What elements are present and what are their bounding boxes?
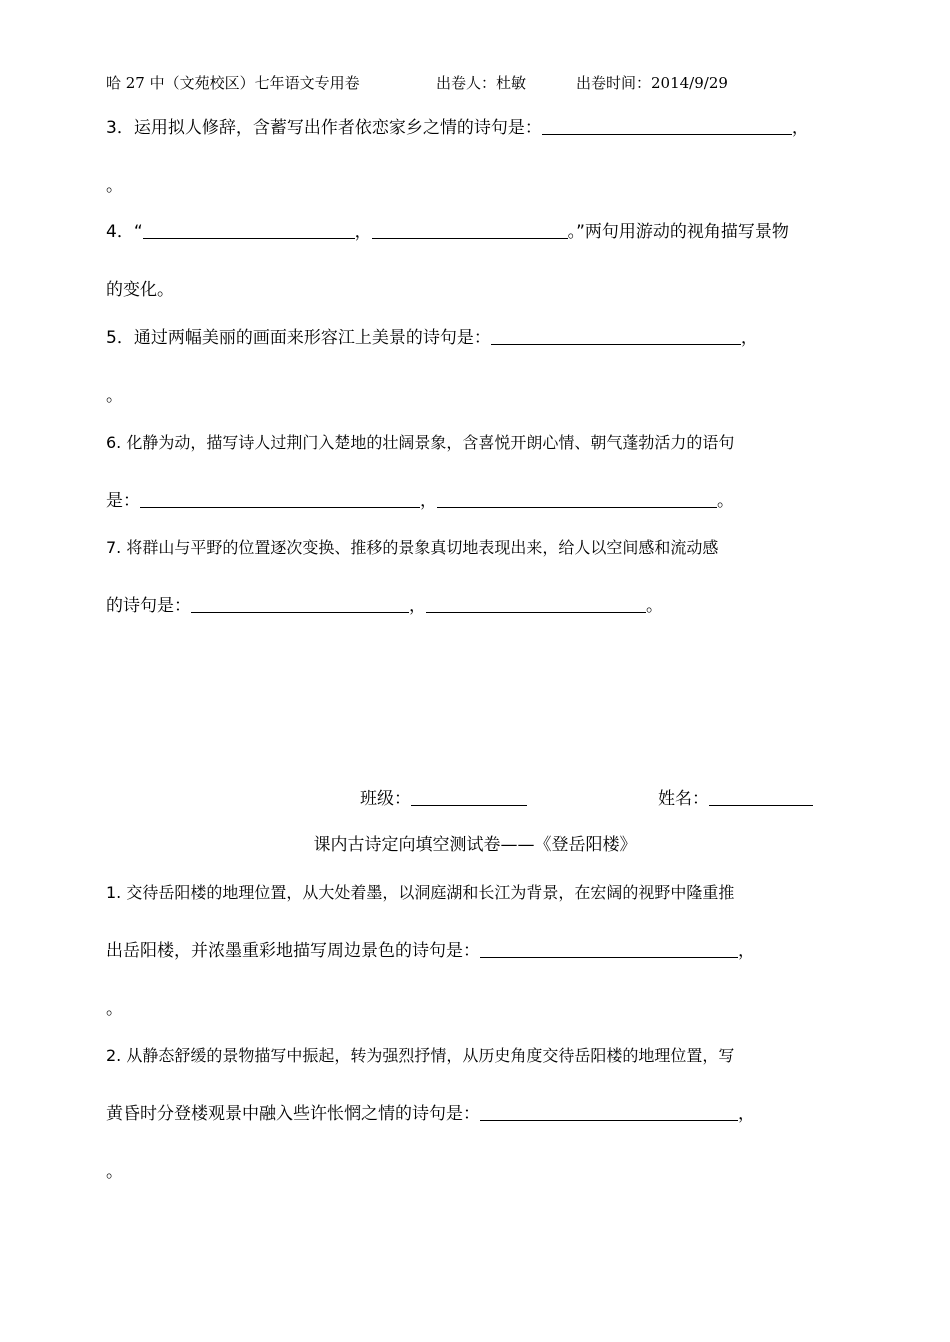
class-blank[interactable] <box>411 787 527 806</box>
question-7-continuation <box>106 592 846 620</box>
answer-blank[interactable] <box>372 220 568 239</box>
question-4-prefix: 4．“ <box>106 222 143 242</box>
section-title: 课内古诗定向填空测试卷——《登岳阳楼》 <box>313 835 637 855</box>
comma-mark: ， <box>354 222 372 242</box>
question-7 <box>106 534 846 562</box>
question-4-line2: 的变化。 <box>106 280 174 300</box>
question-6 <box>106 429 846 457</box>
period-mark: 。 <box>106 999 123 1019</box>
answer-blank[interactable] <box>491 326 741 345</box>
period-mark: 。 <box>717 491 734 511</box>
question-4 <box>106 218 846 246</box>
comma-mark: ， <box>420 491 437 511</box>
yueyang-question-1-end <box>106 995 846 1023</box>
answer-blank[interactable] <box>437 489 717 508</box>
period-mark: 。 <box>106 176 123 196</box>
answer-blank[interactable] <box>140 489 420 508</box>
comma-mark: ， <box>791 118 809 138</box>
yueyang-question-2-line2: 黄昏时分登楼观景中融入些许怅惘之情的诗句是： <box>106 1104 480 1124</box>
answer-blank[interactable] <box>143 220 355 239</box>
answer-blank[interactable] <box>480 1102 738 1121</box>
question-7-line1: 7. 将群山与平野的位置逐次变换、推移的景象真切地表现出来，给人以空间感和流动感 <box>106 538 719 557</box>
question-3-continuation <box>106 172 846 200</box>
question-5-text: 5．通过两幅美丽的画面来形容江上美景的诗句是： <box>106 328 491 348</box>
question-4-continuation <box>106 276 846 304</box>
name-label: 姓名： <box>658 789 709 809</box>
period-mark: 。 <box>106 1162 123 1182</box>
yueyang-question-2-continuation <box>106 1100 846 1128</box>
student-info-row <box>360 785 830 813</box>
comma-mark: ， <box>740 328 758 348</box>
question-3-text: 3．运用拟人修辞，含蓄写出作者依恋家乡之情的诗句是： <box>106 118 542 138</box>
question-6-line1: 6. 化静为动，描写诗人过荆门入楚地的壮阔景象，含喜悦开朗心情、朝气蓬勃活力的语句 <box>106 433 735 452</box>
comma-mark: ， <box>738 941 755 961</box>
yueyang-question-2 <box>106 1042 846 1070</box>
question-3 <box>106 114 846 142</box>
question-6-continuation <box>106 487 846 515</box>
answer-blank[interactable] <box>480 939 738 958</box>
answer-blank[interactable] <box>191 594 409 613</box>
question-4-suffix: 。”两句用游动的视角描写景物 <box>567 222 789 242</box>
yueyang-question-2-line1: 2. 从静态舒缓的景物描写中振起，转为强烈抒情，从历史角度交待岳阳楼的地理位置，写 <box>106 1046 735 1065</box>
comma-mark: ， <box>409 596 426 616</box>
name-field <box>658 785 813 813</box>
question-5-continuation <box>106 382 846 410</box>
question-7-prefix: 的诗句是： <box>106 596 191 616</box>
header-school: 哈 27 中（文苑校区）七年语文专用卷 <box>106 74 360 92</box>
page-header <box>106 72 866 94</box>
question-6-prefix: 是： <box>106 491 140 511</box>
header-date: 出卷时间：2014/9/29 <box>576 74 728 92</box>
yueyang-question-1-continuation <box>106 937 846 965</box>
yueyang-question-2-end <box>106 1158 846 1186</box>
yueyang-question-1-line1: 1. 交待岳阳楼的地理位置，从大处着墨，以洞庭湖和长江为背景，在宏阔的视野中隆重推 <box>106 883 735 902</box>
period-mark: 。 <box>106 386 123 406</box>
yueyang-question-1-line2: 出岳阳楼，并浓墨重彩地描写周边景色的诗句是： <box>106 941 480 961</box>
comma-mark: ， <box>738 1104 755 1124</box>
answer-blank[interactable] <box>542 116 792 135</box>
class-label: 班级： <box>360 789 411 809</box>
period-mark: 。 <box>646 596 663 616</box>
class-field <box>360 785 527 813</box>
answer-blank[interactable] <box>426 594 646 613</box>
yueyang-question-1 <box>106 879 846 907</box>
question-5 <box>106 324 846 352</box>
header-author: 出卷人：杜敏 <box>436 74 527 92</box>
name-blank[interactable] <box>709 787 813 806</box>
